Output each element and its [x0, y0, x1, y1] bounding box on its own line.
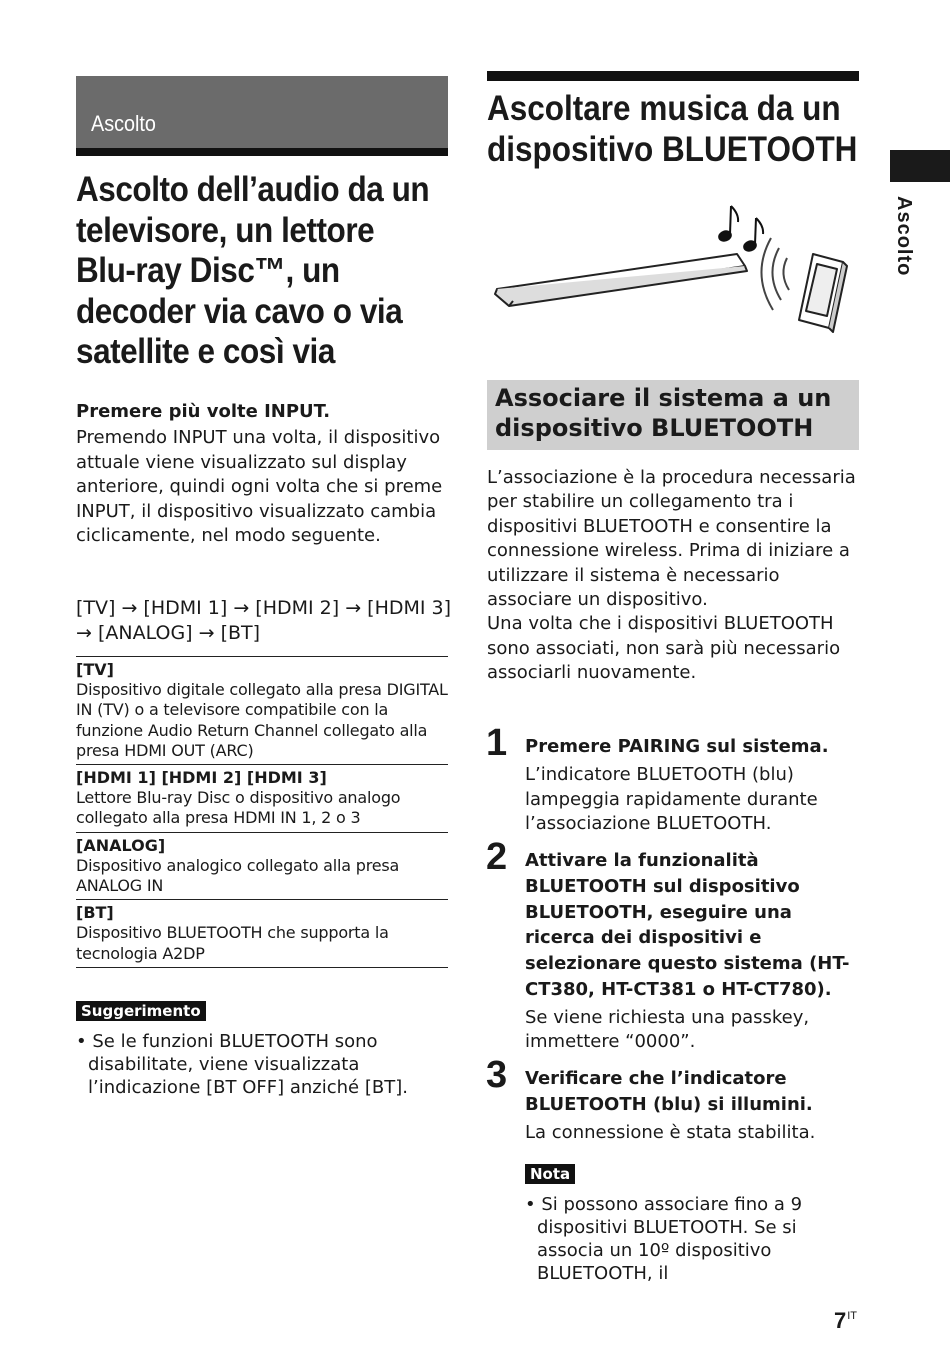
definition-term: [TV]	[76, 660, 114, 679]
definition-term: [BT]	[76, 903, 114, 923]
definition-item	[76, 657, 448, 765]
note-text: Si possono associare fino a 9 dispositivi BLUETOOTH. Se si associa un 10º dispositivo BLUETOOTH, il	[537, 1194, 803, 1284]
left-title-line: televisore, un lettore	[76, 210, 375, 250]
left-title-line: decoder via cavo o via	[76, 291, 403, 331]
chapter-tab-marker	[890, 150, 950, 182]
definition-desc: Dispositivo digitale collegato alla presa DIGITAL IN (TV) o a televisore compatibile con la funzione Audio Return Channel collegato alla presa HDMI OUT (ARC)	[76, 680, 448, 760]
pairing-intro-para: Una volta che i dispositivi BLUETOOTH sono associati, non sarà più necessario associarli nuovamente.	[487, 613, 841, 684]
definition-item	[76, 900, 448, 968]
definition-term: [HDMI 1] [HDMI 2] [HDMI 3]	[76, 768, 327, 788]
definition-desc: Lettore Blu-ray Disc o dispositivo analogo collegato alla presa HDMI IN 1, 2 o 3	[76, 788, 401, 828]
input-cycle-sequence	[76, 596, 456, 646]
soundbar-icon	[495, 254, 747, 306]
left-page-title	[76, 170, 456, 373]
heading-rule	[487, 71, 859, 81]
pairing-intro	[487, 466, 859, 686]
step-title: Attivare la funzionalità BLUETOOTH sul dispositivo BLUETOOTH, eseguire una ricerca dei dispositivi e selezionare questo sistema (HT-CT380, HT-CT381 o HT-CT780).	[525, 850, 850, 1000]
input-definition-list	[76, 656, 448, 968]
step	[525, 734, 860, 837]
page-number	[834, 1308, 857, 1334]
right-page-title	[487, 88, 867, 170]
tip-label: Suggerimento	[76, 1001, 206, 1021]
soundbar-phone-drawing	[487, 196, 859, 346]
wireless-waves-icon	[761, 238, 789, 310]
step-number: 3	[486, 1054, 508, 1096]
note-body	[525, 1193, 860, 1285]
step-number: 1	[486, 722, 508, 764]
left-title-line: Ascolto dell’audio da un	[76, 170, 430, 209]
step-title: Verificare che l’indicatore BLUETOOTH (blu) si illumini.	[525, 1068, 813, 1115]
definition-item	[76, 765, 448, 833]
pairing-subsection-title: Associare il sistema a un dispositivo BLUETOOTH	[487, 380, 859, 450]
step-title: Premere PAIRING sul sistema.	[525, 736, 829, 757]
input-cycle-line: [TV] → [HDMI 1] → [HDMI 2] → [HDMI 3]	[76, 597, 452, 619]
tip-label-container	[76, 1001, 206, 1021]
right-title-line: dispositivo BLUETOOTH	[487, 130, 858, 169]
page-language-suffix: IT	[847, 1310, 858, 1322]
step-body: Se viene richiesta una passkey, immettere “0000”.	[525, 1006, 810, 1053]
step-body: L’indicatore BLUETOOTH (blu) lampeggia rapidamente durante l’associazione BLUETOOTH.	[525, 763, 818, 835]
note-label: Nota	[525, 1164, 575, 1184]
pairing-intro-para: L’associazione è la procedura necessaria per stabilire un collegamento tra i dispositivi BLUETOOTH e consentire la connessione wireless. Prima di iniziare a utilizzare il sistema è necessario associare un dispositivo.	[487, 467, 856, 611]
right-title-line: Ascoltare musica da un	[487, 89, 841, 128]
section-band-label: Ascolto	[91, 111, 156, 136]
bluetooth-streaming-illustration	[487, 196, 859, 346]
note-label-container	[525, 1164, 575, 1184]
input-description: Premendo INPUT una volta, il dispositivo attuale viene visualizzato sul display anteriore, quindi ogni volta che si preme INPUT, il dispositivo visualizzato cambia ciclicamente, nel modo seguente.	[76, 427, 443, 546]
page-number-value: 7	[834, 1308, 847, 1333]
definition-desc: Dispositivo BLUETOOTH che supporta la tecnologia A2DP	[76, 923, 389, 963]
chapter-tab-label: Ascolto	[893, 196, 915, 277]
step	[525, 848, 860, 1055]
smartphone-icon	[799, 254, 847, 332]
tip-bullet: • Se le funzioni BLUETOOTH sono disabilitate, viene visualizzata l’indicazione [BT OFF] anziché [BT].	[76, 1031, 408, 1098]
input-cycle-line: → [ANALOG] → [BT]	[76, 622, 261, 644]
note-bullet: • Si possono associare fino a 9 dispositivi BLUETOOTH. Se si associa un 10º dispositivo BLUETOOTH, il	[525, 1194, 803, 1284]
input-instruction: Premere più volte INPUT.	[76, 401, 331, 422]
left-title-line: satellite e così via	[76, 332, 335, 371]
tip-body	[76, 1030, 448, 1099]
definition-item	[76, 833, 448, 901]
definition-term: [ANALOG]	[76, 835, 166, 855]
step-body: La connessione è stata stabilita.	[525, 1121, 816, 1143]
music-note-icon	[718, 206, 763, 252]
step	[525, 1066, 860, 1145]
tip-text: Se le funzioni BLUETOOTH sono disabilitate, viene visualizzata l’indicazione [BT OFF] anziché [BT].	[88, 1031, 408, 1098]
definition-desc: Dispositivo analogico collegato alla presa ANALOG IN	[76, 855, 400, 896]
section-band	[76, 76, 448, 156]
step-number: 2	[486, 836, 508, 878]
left-title-line: Blu-ray Disc™, un	[76, 251, 340, 290]
